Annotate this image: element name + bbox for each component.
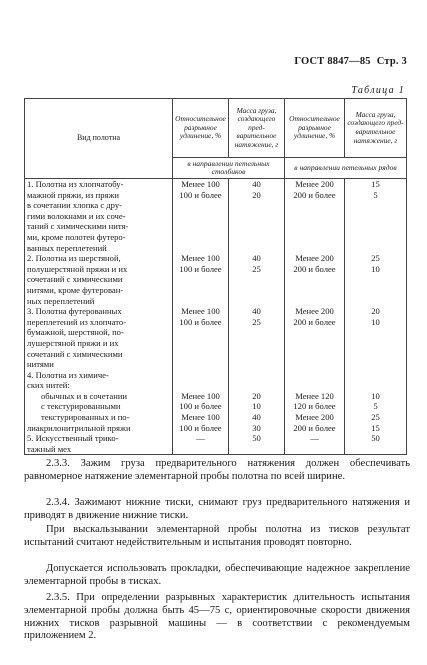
page-number: Стр. 3 xyxy=(376,56,407,67)
cell-ext1 xyxy=(173,370,229,434)
cell-ext2 xyxy=(285,370,345,434)
cell-line: 200 и более xyxy=(293,189,336,200)
cell-line: 25 xyxy=(371,412,380,423)
col-header-extension-wale: Относительное разрывное удлинение, % xyxy=(173,99,229,158)
cell-line: 5 xyxy=(373,401,378,412)
cell-kind xyxy=(25,370,173,434)
cell-line: 10 xyxy=(371,390,380,401)
cell-line: переплетений из хлопчато- xyxy=(27,316,127,327)
cell-line: 40 xyxy=(252,412,261,423)
paragraph-2-3-5: 2.3.5. При определении разрывных характеристик длительность испытания элементарной пробы должна быть 45—75 с, ориентировочные скорости движения нижних тисков разрывной машины — в соответствии с рекомендуемым приложением 2. xyxy=(24,592,410,642)
cell-ext2 xyxy=(285,253,345,306)
col-header-mass-wale: Масса груза, создающего предварительное натяжение, г xyxy=(229,99,285,158)
cell-line: Менее 100 xyxy=(181,253,220,264)
paragraph-2-3-3: 2.3.3. Зажим груза предварительного натяжения должен обеспечивать равномерное натяжение элементарной пробы полотна по всей ширине. xyxy=(24,458,410,482)
cell-mass1 xyxy=(229,433,285,455)
cell-line: 40 xyxy=(252,253,261,264)
cell-line: 100 и более xyxy=(179,422,222,433)
cell-line: 50 xyxy=(371,433,380,444)
cell-line: Менее 100 xyxy=(181,306,220,317)
cell-line: 2. Полотна из шерстяной, xyxy=(27,253,121,264)
cell-line: 10 xyxy=(252,401,261,412)
cell-line xyxy=(175,380,226,391)
cell-mass2 xyxy=(345,433,407,455)
cell-kind xyxy=(25,253,173,306)
table-row xyxy=(25,370,407,434)
cell-line: 25 xyxy=(252,263,261,274)
cell-line: ванных переплетений xyxy=(27,242,107,253)
cell-line: 120 и более xyxy=(293,401,336,412)
cell-line: 100 и более xyxy=(179,189,222,200)
cell-line: 50 xyxy=(252,433,261,444)
cell-line: — xyxy=(196,433,205,444)
cell-line: 20 xyxy=(252,189,261,200)
table-row xyxy=(25,253,407,306)
cell-line xyxy=(231,380,282,391)
cell-line: бумажной, шерстяной, по- xyxy=(27,327,124,338)
cell-ext1 xyxy=(173,306,229,370)
cell-line: Менее 200 xyxy=(295,412,334,423)
cell-line: 200 и более xyxy=(293,263,336,274)
cell-line: 20 xyxy=(371,306,380,317)
cell-line: 5. Искусственный трико- xyxy=(27,433,119,444)
cell-kind xyxy=(25,433,173,455)
cell-kind xyxy=(25,306,173,370)
cell-kind xyxy=(25,179,173,254)
cell-line: 5 xyxy=(373,189,378,200)
page-header xyxy=(294,56,407,67)
table-caption: Таблица 1 xyxy=(351,85,405,96)
standard-number: ГОСТ 8847—85 xyxy=(294,56,371,67)
cell-line: ми, кроме полотен футеро- xyxy=(27,231,126,242)
col-header-mass-course: Масса груза, создающего предварительное натяжение, г xyxy=(345,99,407,158)
cell-line: 100 и более xyxy=(179,401,222,412)
cell-line: Менее 100 xyxy=(181,390,220,401)
cell-mass1 xyxy=(229,306,285,370)
paragraph-pads: Допускается использовать прокладки, обеспечивающие надежное закрепление элементарной пробы в тисках. xyxy=(24,563,410,587)
cell-line: 100 и более xyxy=(179,263,222,274)
cell-line: Менее 100 xyxy=(181,412,220,423)
cell-line: 200 и более xyxy=(293,422,336,433)
cell-line: Менее 100 xyxy=(181,179,220,189)
paragraph-2-3-4: 2.3.4. Зажимают нижние тиски, снимают груз предварительного натяжения и приводят в движение нижние тиски. xyxy=(24,497,410,521)
cell-line: 100 и более xyxy=(179,316,222,327)
cell-line: таний с химическими нитя- xyxy=(27,221,129,232)
cell-line: с текстурированными xyxy=(41,401,121,412)
cell-line xyxy=(175,370,226,381)
table-row xyxy=(25,306,407,370)
cell-line: 15 xyxy=(371,179,380,189)
cell-line: 3. Полотна футерованных xyxy=(27,306,122,317)
cell-line: Менее 120 xyxy=(295,390,334,401)
direction-wale: в направлении петельных столбиков xyxy=(173,158,285,179)
col-header-extension-course: Относительное разрывное удлинение, % xyxy=(285,99,345,158)
cell-mass2 xyxy=(345,253,407,306)
cell-line: 1. Полотна из хлопчатобу- xyxy=(27,179,124,189)
cell-ext1 xyxy=(173,253,229,306)
table-row xyxy=(25,433,407,455)
cell-line: ных переплетений xyxy=(27,295,95,306)
cell-mass1 xyxy=(229,370,285,434)
cell-line: — xyxy=(310,433,319,444)
parameters-table xyxy=(24,98,407,455)
cell-line: 200 и более xyxy=(293,316,336,327)
cell-line: обычных и в сочетании xyxy=(41,390,128,401)
cell-line xyxy=(287,380,342,391)
cell-line xyxy=(287,370,342,381)
cell-line: 30 xyxy=(252,422,261,433)
cell-mass1 xyxy=(229,253,285,306)
cell-line: тажный мех xyxy=(27,443,72,454)
cell-line: нитями, кроме футерован- xyxy=(27,284,124,295)
cell-line: лиакрилонитрильной пряжи xyxy=(27,422,131,433)
cell-line: ских нитей: xyxy=(27,380,70,391)
cell-line: Менее 200 xyxy=(295,253,334,264)
cell-line xyxy=(347,380,404,391)
cell-line: 10 xyxy=(371,263,380,274)
cell-line: полушерстяной пряжи и их xyxy=(27,263,128,274)
cell-line: сочетаний с химическими xyxy=(27,348,123,359)
cell-line: 25 xyxy=(252,316,261,327)
cell-line: 40 xyxy=(252,306,261,317)
cell-line: 20 xyxy=(252,390,261,401)
cell-line: нитями xyxy=(27,359,54,370)
cell-line: 15 xyxy=(371,422,380,433)
cell-mass1 xyxy=(229,179,285,254)
cell-line: гими волокнами и их соче- xyxy=(27,210,126,221)
cell-mass2 xyxy=(345,179,407,254)
cell-line: 4. Полотна из химиче- xyxy=(27,369,109,380)
cell-ext1 xyxy=(173,179,229,254)
cell-line: в сочетании хлопка с дру- xyxy=(27,200,123,211)
col-header-kind: Вид полотна xyxy=(25,99,173,179)
cell-line: лушерстяной пряжи и их xyxy=(27,337,119,348)
cell-ext2 xyxy=(285,179,345,254)
cell-line xyxy=(231,370,282,381)
cell-line: Менее 200 xyxy=(295,179,334,189)
cell-mass2 xyxy=(345,370,407,434)
table-row xyxy=(25,179,407,254)
cell-mass2 xyxy=(345,306,407,370)
direction-course: в направлении петельных рядов xyxy=(285,158,407,179)
cell-ext1 xyxy=(173,433,229,455)
cell-ext2 xyxy=(285,433,345,455)
cell-ext2 xyxy=(285,306,345,370)
cell-line xyxy=(347,370,404,381)
cell-line: мажной пряжи, из пряжи xyxy=(27,189,119,200)
cell-line: текстурированных и по- xyxy=(41,412,130,423)
table-header-row xyxy=(25,99,407,158)
cell-line: Менее 200 xyxy=(295,306,334,317)
cell-line: 10 xyxy=(371,316,380,327)
cell-line: 40 xyxy=(252,179,261,189)
cell-line: 25 xyxy=(371,253,380,264)
paragraph-slipping: При выскальзывании элементарной пробы полотна из тисков результат испытаний считают недействительным и испытания проводят повторно. xyxy=(24,524,410,548)
cell-line: сочетаний с химическими xyxy=(27,274,123,285)
